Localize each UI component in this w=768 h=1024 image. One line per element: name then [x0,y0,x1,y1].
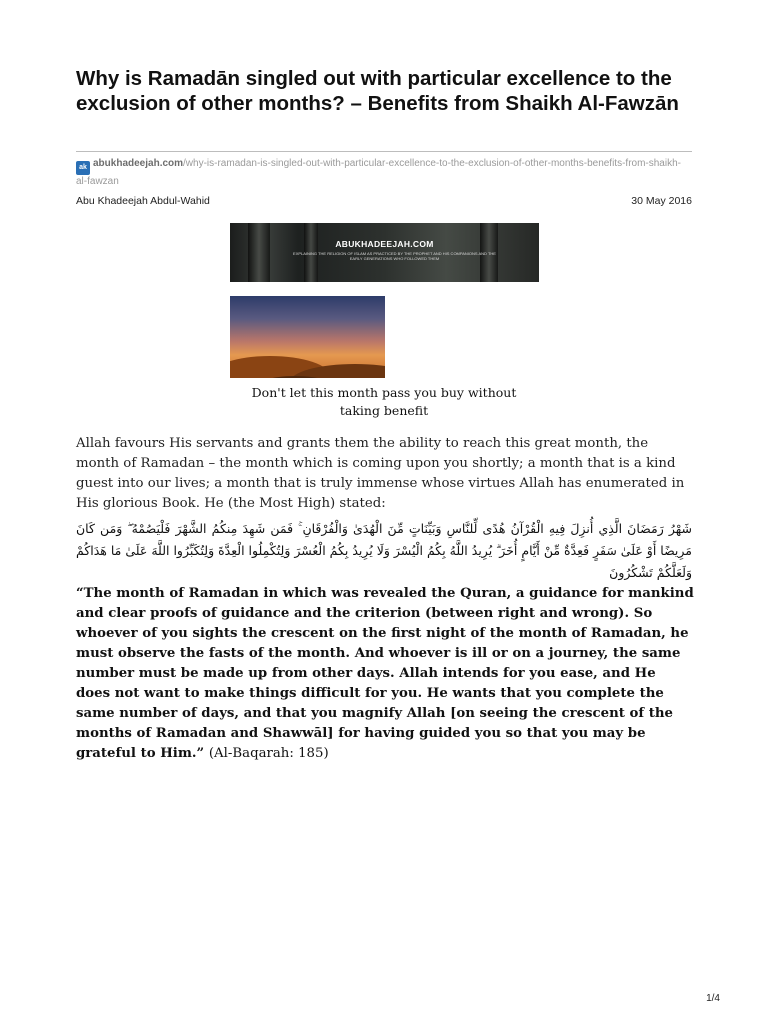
arabic-verse: شَهْرُ رَمَضَانَ الَّذِي أُنزِلَ فِيهِ الْقُرْآنُ هُدًى لِّلنَّاسِ وَبَيِّنَاتٍ مِّنَ الْهُدَىٰ وَالْفُرْقَانِ ۚ فَمَن شَهِدَ مِنكُمُ الشَّهْرَ فَلْيَصُمْهُ ۖ وَمَن كَانَ مَرِيضًا أَوْ عَلَىٰ سَفَرٍ فَعِدَّةٌ مِّنْ أَيَّامٍ أُخَرَ ۗ يُرِيدُ اللَّهُ بِكُمُ الْيُسْرَ وَلَا يُرِيدُ بِكُمُ الْعُسْرَ وَلِتُكْمِلُوا الْعِدَّةَ وَلِتُكَبِّرُوا اللَّهَ عَلَىٰ مَا هَدَاكُمْ وَلَعَلَّكُمْ تَشْكُرُونَ [76,521,692,580]
banner-site-name: ABUKHADEEJAH.COM [335,239,434,249]
site-banner-image [230,223,539,282]
source-path[interactable]: /why-is-ramadan-is-singled-out-with-particular-excellence-to-the-exclusion-of-other-months-benefits-from-shaikh-al-fawzan [76,158,681,187]
site-favicon-icon: ak [76,161,90,175]
image-caption: Don't let this month pass you buy without taking benefit [251,385,517,418]
article-title: Why is Ramadān singled out with particular excellence to the exclusion of other months? – Benefits from Shaikh Al-Fawzān [76,67,679,115]
article-meta [76,195,692,207]
banner-tagline: EXPLAINING THE RELIGION OF ISLAM AS PRACTICED BY THE PROPHET AND HIS COMPANIONS AND THE EARLY GENERATIONS WHO FOLLOWED THEM [293,251,496,261]
desert-sunset-image [230,296,385,378]
verse-translation [76,584,694,764]
publish-date: 30 May 2016 [631,195,692,207]
quote-reference: (Al-Baqarah: 185) [208,746,329,761]
source-domain[interactable]: abukhadeejah.com [93,158,184,169]
page-number: 1/4 [706,993,720,1004]
title-divider [76,151,692,152]
author-name: Abu Khadeejah Abdul-Wahid [76,195,210,207]
source-url[interactable] [76,157,692,189]
quote-text: “The month of Ramadan in which was revealed the Quran, a guidance for mankind and clear proofs of guidance and the criterion (between right and wrong). So whoever of you sights the crescent on the first night of the month of Ramadan, he must observe the fasts of the month. And whoever is ill or on a journey, the same number must be made up from other days. Allah intends for you ease, and He does not want to make things difficult for you. He wants that you complete the same number of days, and that you magnify Allah [on seeing the crescent of the months of Ramadan and Shawwāl] for having guided you so that you may be grateful to Him.” [76,586,694,761]
intro-paragraph: Allah favours His servants and grants them the ability to reach this great month, the month of Ramadan – the month which is coming upon you shortly; a month that is a kind guest into our lives; a month that is truly immense whose virtues Allah has enumerated in His glorious Book. He (the Most High) stated: [76,436,685,511]
